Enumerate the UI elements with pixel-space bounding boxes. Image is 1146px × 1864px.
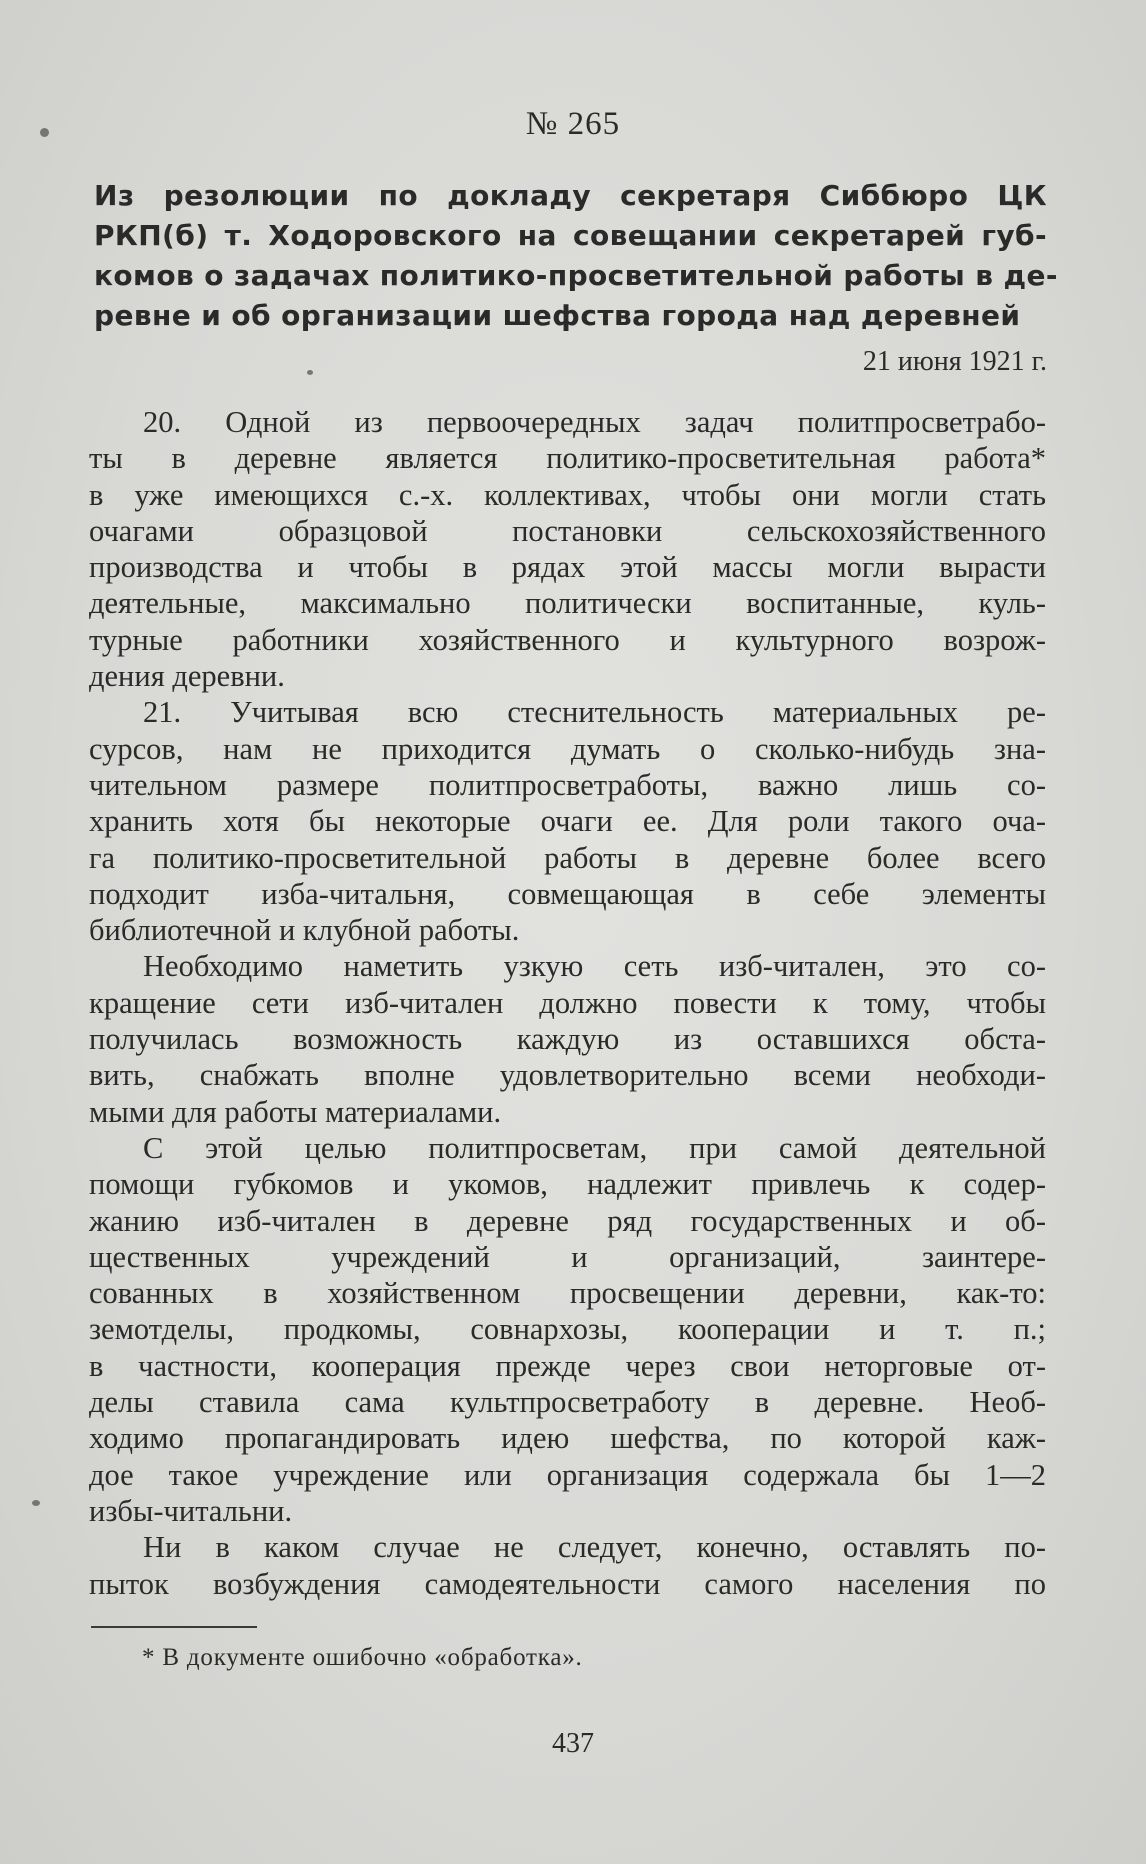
body-line: дое такое учреждение или организация содержала бы 1—2	[89, 1457, 1046, 1492]
document-body	[89, 404, 1046, 1602]
print-speck	[307, 370, 313, 375]
body-line: производства и чтобы в рядах этой массы могли вырасти	[89, 550, 1046, 585]
title-line: комов о задачах политико-просветительной работы в де-	[94, 259, 1058, 292]
body-line: пыток возбуждения самодеятельности самого населения по	[89, 1566, 1046, 1601]
body-line: турные работники хозяйственного и культурного возрож-	[89, 622, 1046, 657]
body-line: хранить хотя бы некоторые очаги ее. Для роли такого оча-	[89, 804, 1046, 839]
body-line: библиотечной и клубной работы.	[89, 913, 520, 948]
page-number: 437	[552, 1728, 594, 1759]
body-line: кращение сети изб-читален должно повести к тому, чтобы	[89, 985, 1046, 1020]
body-line: ты в деревне является политико-просветительная работа*	[89, 441, 1046, 476]
footnote-divider	[91, 1626, 257, 1628]
body-line: сованных в хозяйственном просвещении деревни, как-то:	[89, 1276, 1046, 1311]
body-line: получилась возможность каждую из оставшихся обста-	[89, 1022, 1046, 1057]
body-line: в уже имеющихся с.-х. коллективах, чтобы они могли стать	[89, 477, 1046, 512]
body-line: деятельные, максимально политически воспитанные, куль-	[89, 586, 1046, 621]
body-line: делы ставила сама культпросветработу в деревне. Необ-	[89, 1385, 1046, 1420]
body-line: жанию изб-читален в деревне ряд государственных и об-	[89, 1203, 1046, 1238]
footnote: * В документе ошибочно «обработка».	[142, 1644, 583, 1671]
body-line: Необходимо наметить узкую сеть изб-читален, это со-	[143, 949, 1046, 984]
body-line: избы-читальни.	[89, 1493, 293, 1528]
body-line: 20. Одной из первоочередных задач политпросветрабо-	[143, 405, 1046, 439]
body-line: сурсов, нам не приходится думать о сколько-нибудь зна-	[89, 731, 1046, 766]
body-line: очагами образцовой постановки сельскохозяйственного	[89, 513, 1046, 548]
body-line: С этой целью политпросветам, при самой деятельной	[143, 1130, 1046, 1165]
body-line: в частности, кооперация прежде через свои неторговые от-	[89, 1348, 1046, 1383]
body-line: 21. Учитывая всю стеснительность материальных ре-	[143, 695, 1046, 730]
document-title	[94, 176, 1058, 336]
body-line: щественных учреждений и организаций, заинтере-	[89, 1239, 1046, 1274]
title-line: РКП(б) т. Ходоровского на совещании секретарей губ-	[94, 219, 1047, 252]
title-line: ревне и об организации шефства города над деревней	[94, 299, 1021, 332]
body-line: подходит изба-читальня, совмещающая в себе элементы	[89, 876, 1046, 911]
body-line: чительном размере политпросветработы, важно лишь со-	[89, 767, 1046, 802]
document-date: 21 июня 1921 г.	[862, 346, 1047, 377]
title-line: Из резолюции по докладу секретаря Сиббюро ЦК	[94, 179, 1047, 212]
print-speck	[32, 1500, 40, 1506]
body-line: дения деревни.	[89, 659, 285, 694]
body-line: земотделы, продкомы, совнархозы, кооперации и т. п.;	[89, 1312, 1046, 1347]
body-line: вить, снабжать вполне удовлетворительно всеми необходи-	[89, 1058, 1046, 1093]
document-number: № 265	[525, 106, 621, 142]
body-line: помощи губкомов и укомов, надлежит привлечь к содер-	[89, 1167, 1046, 1202]
body-line: ходимо пропагандировать идею шефства, по которой каж-	[89, 1421, 1046, 1456]
body-line: Ни в каком случае не следует, конечно, оставлять по-	[143, 1530, 1046, 1565]
body-line: га политико-просветительной работы в деревне более всего	[89, 840, 1046, 875]
body-line: мыми для работы материалами.	[89, 1094, 502, 1129]
